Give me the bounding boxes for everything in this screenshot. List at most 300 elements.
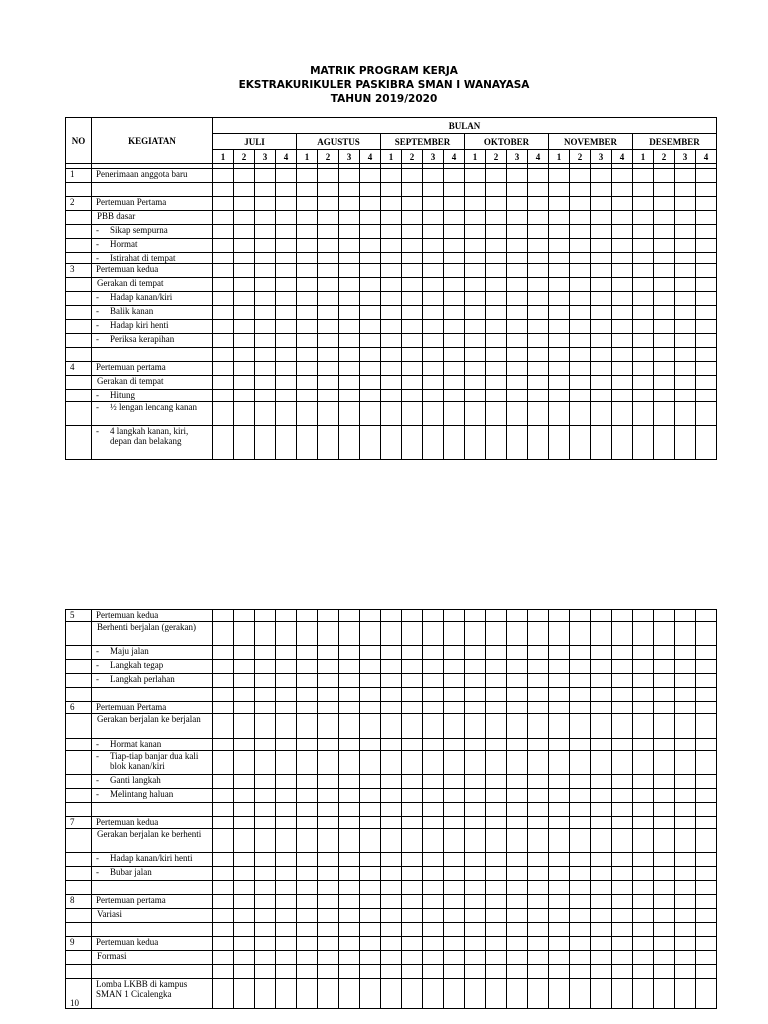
week-cell [360,714,381,739]
week-cell [633,817,654,829]
week-cell [633,937,654,951]
week-cell [591,225,612,239]
week-cell [444,402,465,426]
week-cell [297,881,318,895]
week-cell [297,817,318,829]
week-cell [675,211,696,225]
week-cell [381,211,402,225]
week-cell [234,264,255,278]
week-cell [402,909,423,923]
week-cell [297,895,318,909]
week-cell [255,817,276,829]
week-cell [465,376,486,390]
week-cell [591,965,612,979]
week-cell [276,817,297,829]
week-cell [696,646,717,660]
week-cell [570,320,591,334]
week-cell [486,789,507,803]
week-cell [591,817,612,829]
bullet-dash: - [96,660,99,670]
week-cell [339,622,360,646]
week-cell [465,789,486,803]
activity-text: Sikap sempurna [110,225,168,235]
week-cell [255,979,276,1009]
week-cell [297,362,318,376]
week-cell [297,688,318,702]
week-cell [570,225,591,239]
week-cell [570,169,591,183]
week-cell [255,775,276,789]
week-cell [486,660,507,674]
week-cell [612,951,633,965]
week-cell [276,829,297,853]
week-cell [591,688,612,702]
week-cell [675,183,696,197]
week-cell [339,853,360,867]
table-row [66,183,717,197]
week-cell [570,688,591,702]
week-cell [465,390,486,402]
week-cell [381,390,402,402]
row-number: 10 [66,979,92,1009]
week-cell [255,751,276,775]
week-cell [255,674,276,688]
week-cell [339,292,360,306]
week-cell [486,965,507,979]
week-cell [444,306,465,320]
week-header: 4 [276,150,297,164]
week-cell [423,197,444,211]
week-cell [381,965,402,979]
activity-cell: Pertemuan Pertama [92,702,213,714]
week-cell [465,775,486,789]
week-cell [360,909,381,923]
week-cell [360,937,381,951]
week-cell [318,278,339,292]
week-cell [654,674,675,688]
week-cell [423,923,444,937]
week-cell [444,622,465,646]
activity-sub-item [92,867,213,881]
week-cell [360,674,381,688]
week-cell [675,867,696,881]
bullet-dash: - [96,739,99,749]
week-cell [549,211,570,225]
week-cell [444,426,465,460]
activity-text: Hadap kanan/kiri [110,292,173,302]
week-cell [444,264,465,278]
week-cell [297,789,318,803]
document-title [0,64,768,106]
row-number [66,714,92,739]
week-cell [675,348,696,362]
bullet-dash: - [96,253,99,263]
week-cell [255,320,276,334]
week-cell [528,867,549,881]
week-cell [255,646,276,660]
week-cell [465,829,486,853]
week-cell [402,674,423,688]
month-header: AGUSTUS [297,134,381,150]
week-cell [675,714,696,739]
week-cell [297,622,318,646]
week-cell [276,622,297,646]
week-cell [402,775,423,789]
week-cell [276,426,297,460]
week-cell [444,739,465,751]
week-cell [549,674,570,688]
week-cell [633,702,654,714]
week-cell [339,610,360,622]
activity-subheading: PBB dasar [92,211,213,225]
week-cell [486,390,507,402]
week-cell [549,402,570,426]
week-cell [528,714,549,739]
week-cell [444,702,465,714]
week-cell [612,937,633,951]
activity-cell [92,688,213,702]
week-cell [297,390,318,402]
week-cell [423,334,444,348]
activity-text: 4 langkah kanan, kiri, depan dan belakang [110,426,189,446]
week-cell [360,169,381,183]
week-cell [633,183,654,197]
week-cell [402,867,423,881]
week-cell [633,306,654,320]
week-cell [570,253,591,264]
week-cell [423,306,444,320]
week-cell [507,881,528,895]
table-row [66,923,717,937]
week-cell [255,253,276,264]
week-cell [654,965,675,979]
activity-text: Hormat kanan [110,739,162,749]
week-cell [339,253,360,264]
week-cell [360,803,381,817]
week-cell [255,937,276,951]
activity-cell: Lomba LKBB di kampus SMAN 1 Cicalengka [92,979,213,1009]
week-cell [486,183,507,197]
week-cell [612,923,633,937]
week-cell [570,426,591,460]
week-cell [423,264,444,278]
week-header: 1 [633,150,654,164]
week-cell [213,923,234,937]
week-cell [612,688,633,702]
week-cell [297,803,318,817]
week-cell [276,402,297,426]
week-cell [675,688,696,702]
week-cell [402,320,423,334]
week-cell [507,362,528,376]
week-cell [276,775,297,789]
activity-text: Balik kanan [110,306,154,316]
week-cell [276,320,297,334]
week-header: 3 [675,150,696,164]
activity-cell: Pertemuan pertama [92,895,213,909]
row-number [66,334,92,348]
week-cell [381,867,402,881]
week-cell [633,951,654,965]
week-cell [612,334,633,348]
week-cell [255,895,276,909]
week-cell [591,751,612,775]
week-cell [528,646,549,660]
week-cell [549,348,570,362]
week-cell [570,702,591,714]
week-cell [486,610,507,622]
week-cell [696,789,717,803]
week-header: 4 [444,150,465,164]
week-cell [276,937,297,951]
week-cell [381,426,402,460]
week-cell [675,264,696,278]
week-cell [507,306,528,320]
table-row [66,197,717,211]
week-cell [297,951,318,965]
week-cell [633,334,654,348]
week-cell [339,714,360,739]
week-cell [465,803,486,817]
week-cell [234,183,255,197]
week-cell [675,239,696,253]
week-cell [528,853,549,867]
week-cell [255,965,276,979]
week-cell [297,979,318,1009]
week-cell [507,660,528,674]
month-header: JULI [213,134,297,150]
week-cell [402,789,423,803]
week-cell [549,292,570,306]
week-cell [234,751,255,775]
week-cell [507,390,528,402]
week-cell [381,937,402,951]
week-cell [486,937,507,951]
week-cell [591,867,612,881]
week-cell [339,702,360,714]
row-number [66,622,92,646]
week-header: 3 [507,150,528,164]
week-cell [402,979,423,1009]
week-cell [633,688,654,702]
week-cell [402,183,423,197]
week-cell [465,278,486,292]
week-cell [612,253,633,264]
week-cell [507,714,528,739]
week-cell [612,239,633,253]
week-cell [444,789,465,803]
week-cell [255,688,276,702]
week-cell [297,376,318,390]
week-cell [423,211,444,225]
week-cell [381,895,402,909]
week-cell [402,646,423,660]
week-cell [276,909,297,923]
week-cell [654,334,675,348]
week-cell [381,817,402,829]
week-cell [213,817,234,829]
week-cell [444,829,465,853]
week-cell [675,909,696,923]
week-cell [213,610,234,622]
week-cell [507,402,528,426]
row-number [66,239,92,253]
week-cell [696,829,717,853]
activity-cell [92,183,213,197]
week-cell [381,169,402,183]
week-cell [276,292,297,306]
week-cell [297,646,318,660]
week-cell [591,306,612,320]
week-header: 1 [549,150,570,164]
activity-cell: Pertemuan kedua [92,937,213,951]
row-number [66,867,92,881]
week-cell [675,376,696,390]
week-cell [423,965,444,979]
week-cell [696,402,717,426]
week-cell [381,402,402,426]
week-cell [255,714,276,739]
week-cell [423,979,444,1009]
week-cell [570,390,591,402]
week-cell [234,660,255,674]
bullet-dash: - [96,867,99,877]
week-cell [486,362,507,376]
week-cell [591,829,612,853]
week-cell [549,362,570,376]
week-cell [444,334,465,348]
week-cell [633,714,654,739]
table-row [66,264,717,278]
week-cell [696,867,717,881]
week-cell [570,334,591,348]
bullet-dash: - [96,853,99,863]
week-cell [696,714,717,739]
week-cell [465,183,486,197]
week-cell [276,169,297,183]
activity-sub-item [92,674,213,688]
week-cell [528,965,549,979]
week-cell [486,646,507,660]
week-cell [591,426,612,460]
week-cell [591,239,612,253]
week-cell [381,646,402,660]
week-cell [339,320,360,334]
week-cell [381,789,402,803]
week-cell [444,979,465,1009]
week-cell [633,674,654,688]
week-cell [402,610,423,622]
row-number: 3 [66,264,92,278]
week-header: 2 [570,150,591,164]
row-number [66,278,92,292]
week-cell [297,775,318,789]
week-cell [528,979,549,1009]
week-cell [486,197,507,211]
week-cell [213,264,234,278]
week-cell [402,426,423,460]
week-cell [444,714,465,739]
week-cell [696,426,717,460]
table-row [66,829,717,853]
week-cell [213,225,234,239]
week-cell [465,362,486,376]
week-cell [213,979,234,1009]
week-cell [675,660,696,674]
week-cell [591,853,612,867]
week-cell [675,817,696,829]
week-cell [465,197,486,211]
week-cell [654,211,675,225]
week-cell [465,937,486,951]
week-cell [612,965,633,979]
table-row [66,239,717,253]
week-cell [402,895,423,909]
week-cell [507,965,528,979]
week-cell [360,225,381,239]
week-cell [339,688,360,702]
activity-text: Ganti langkah [110,775,161,785]
week-cell [465,169,486,183]
week-cell [213,183,234,197]
week-cell [528,895,549,909]
header-bulan: BULAN [213,118,717,134]
row-number [66,923,92,937]
week-cell [549,789,570,803]
activity-sub-item [92,739,213,751]
week-cell [654,390,675,402]
week-cell [234,965,255,979]
activity-text: Hadap kiri henti [110,320,169,330]
week-cell [633,853,654,867]
week-cell [654,739,675,751]
week-cell [675,775,696,789]
week-cell [591,775,612,789]
week-cell [507,622,528,646]
table-row [66,688,717,702]
week-cell [570,867,591,881]
week-cell [465,965,486,979]
week-cell [612,402,633,426]
row-number [66,376,92,390]
week-cell [423,320,444,334]
week-cell [675,751,696,775]
week-cell [591,292,612,306]
week-cell [675,197,696,211]
week-cell [633,211,654,225]
table-row [66,211,717,225]
activity-subheading: Gerakan di tempat [92,278,213,292]
week-cell [234,739,255,751]
table-row [66,622,717,646]
week-cell [654,881,675,895]
row-number [66,306,92,320]
week-cell [612,867,633,881]
week-cell [507,817,528,829]
week-cell [255,739,276,751]
week-cell [465,292,486,306]
week-cell [381,751,402,775]
table-row [66,376,717,390]
activity-sub-item [92,775,213,789]
activity-cell: Pertemuan kedua [92,264,213,278]
week-cell [591,376,612,390]
week-cell [612,197,633,211]
week-cell [213,292,234,306]
week-cell [612,646,633,660]
table-row [66,803,717,817]
week-cell [591,674,612,688]
